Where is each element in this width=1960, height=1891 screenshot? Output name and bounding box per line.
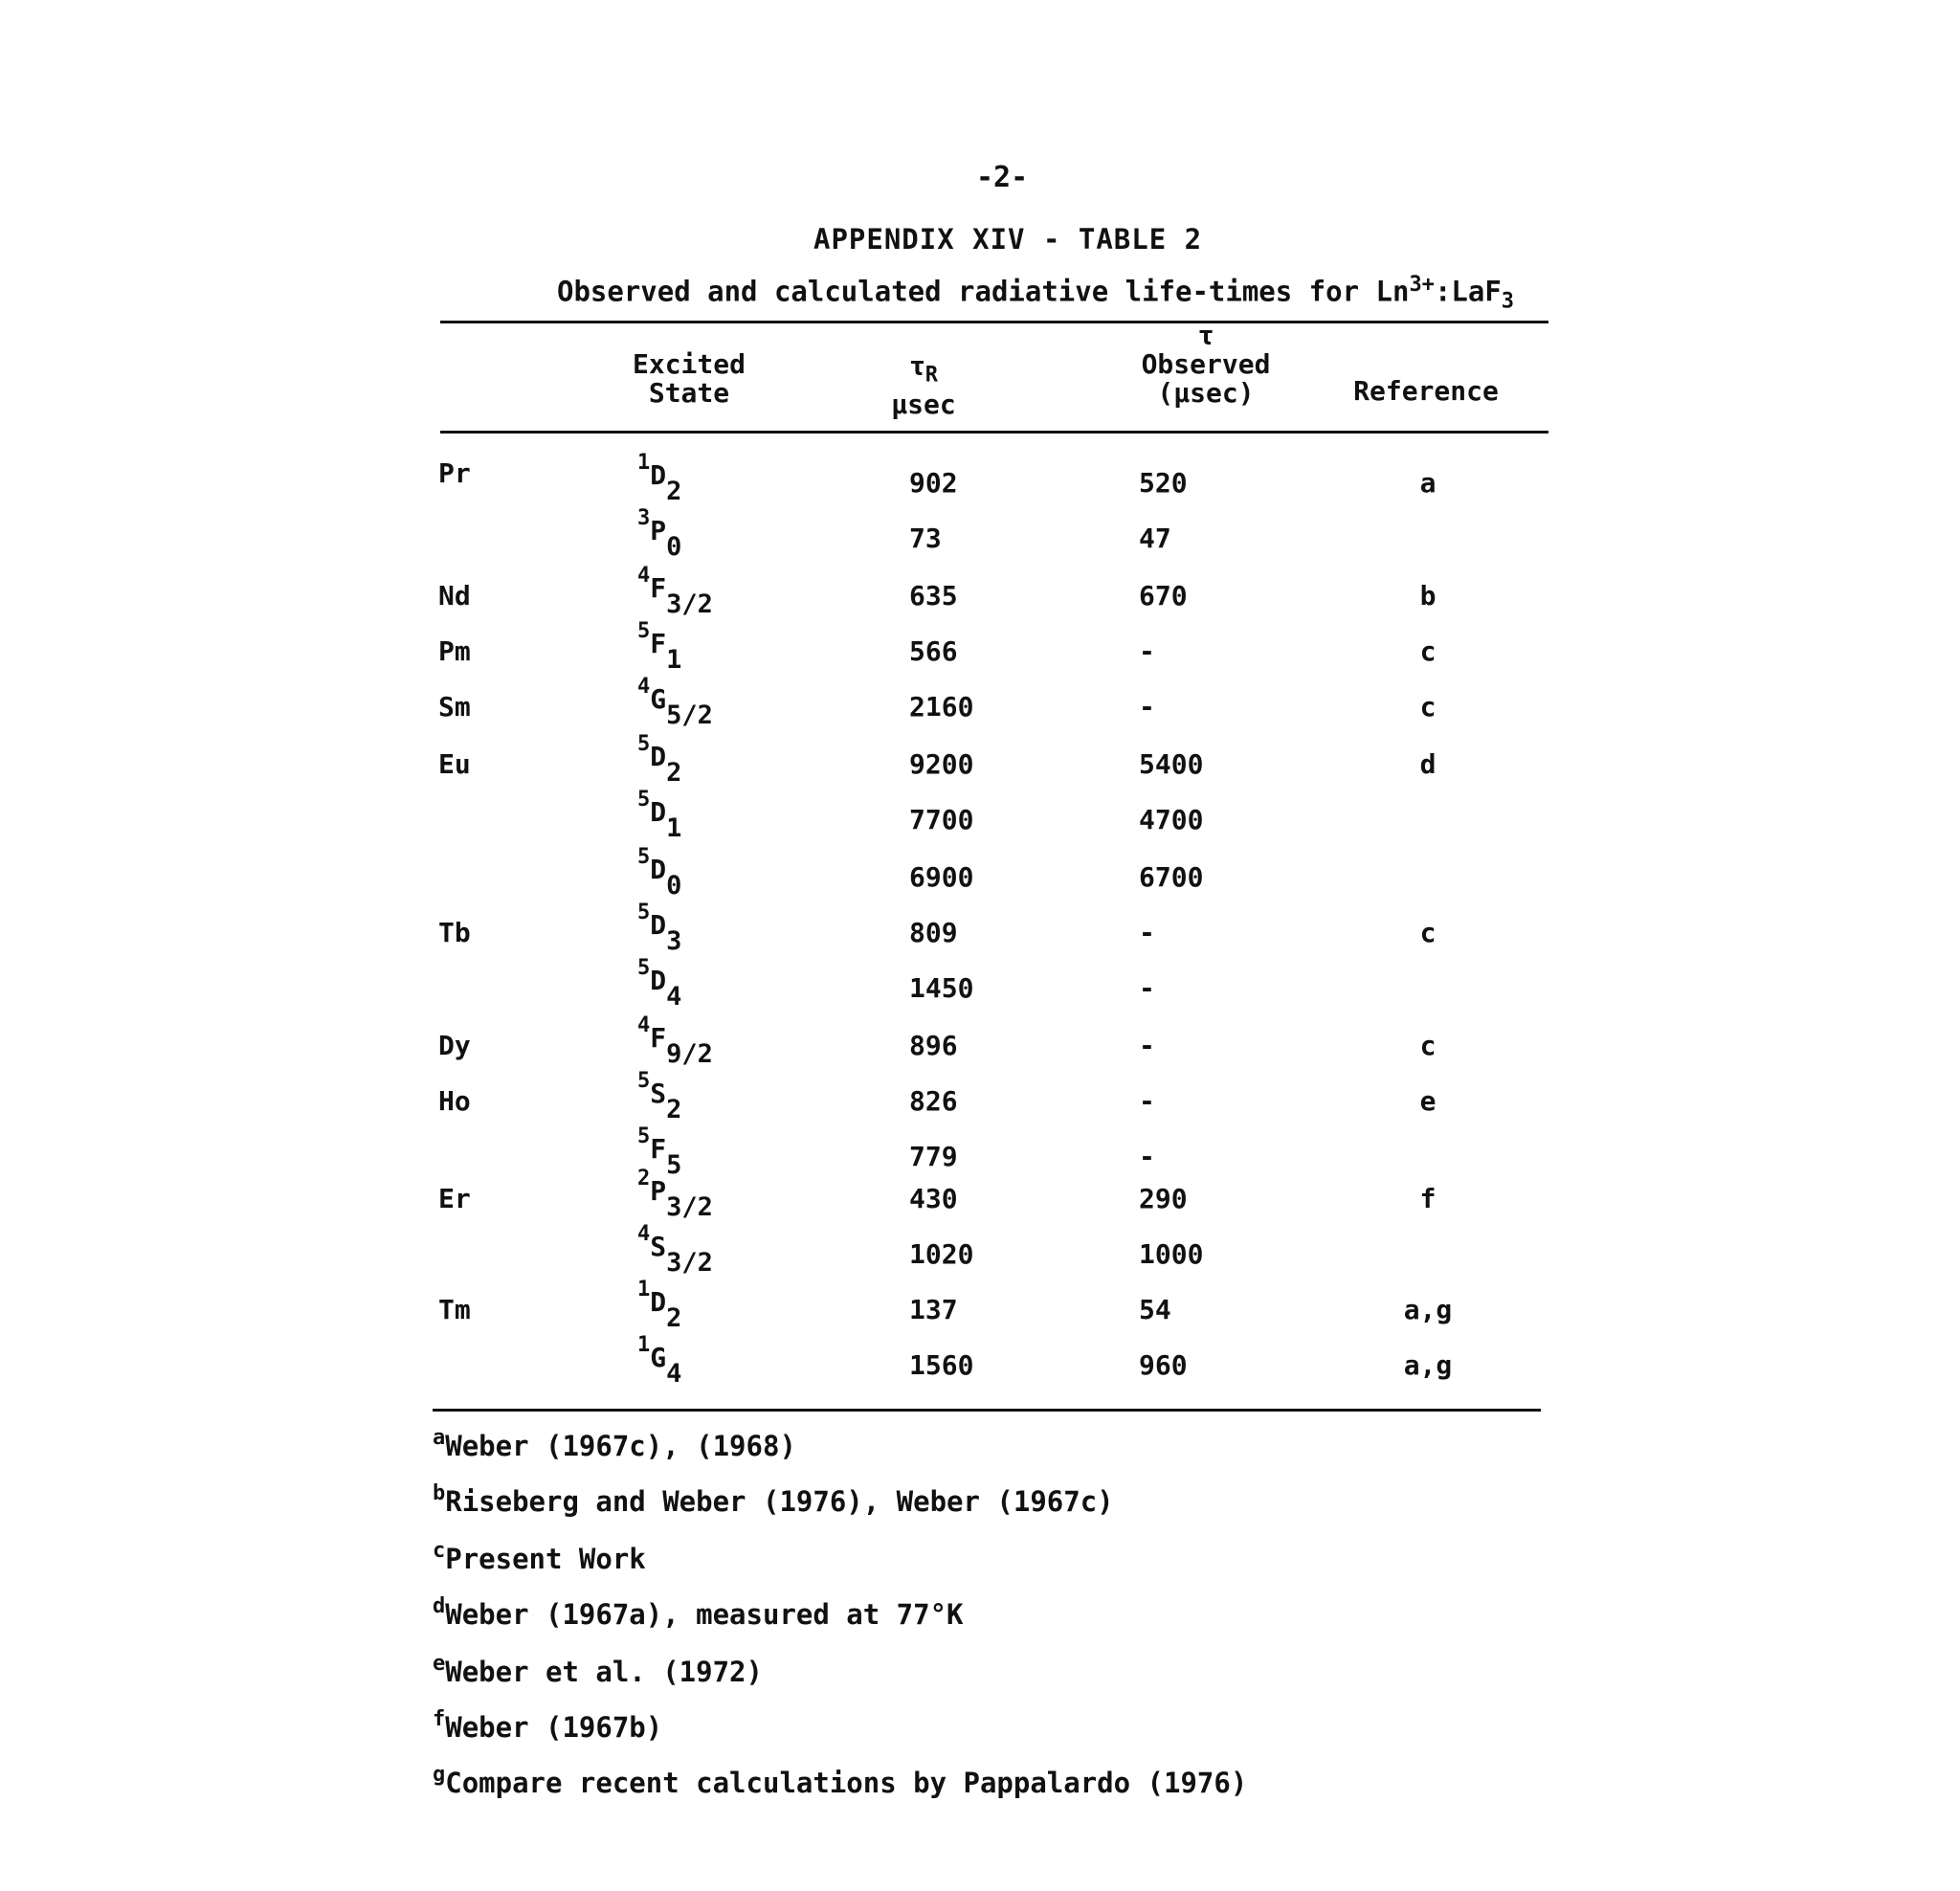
footnote xyxy=(433,1707,663,1744)
footnote-text: Riseberg and Weber (1976), Weber (1967c) xyxy=(445,1485,1114,1518)
state-subscript: 2 xyxy=(666,1303,682,1333)
state-subscript: 3/2 xyxy=(666,1248,713,1278)
row-element: Tb xyxy=(438,917,471,948)
row-tau-r: 430 xyxy=(909,1183,958,1214)
state-term: S xyxy=(650,1231,667,1262)
footnote-mark: d xyxy=(433,1594,446,1618)
state-superscript: 1 xyxy=(637,1278,651,1301)
row-tau-r: 73 xyxy=(909,523,942,554)
row-element: Er xyxy=(438,1183,471,1214)
state-subscript: 0 xyxy=(666,532,682,562)
header-tau-r-symbol xyxy=(876,352,971,390)
state-term: F xyxy=(650,1133,667,1165)
state-term: D xyxy=(650,459,667,491)
row-reference: a,g xyxy=(1403,1349,1453,1381)
header-observed-line2: (μsec) xyxy=(1157,377,1255,409)
row-tau-observed: - xyxy=(1139,972,1155,1004)
row-tau-r: 566 xyxy=(909,635,958,667)
row-tau-observed: 47 xyxy=(1139,523,1171,554)
caption-text: Observed and calculated radiative life-times for Ln xyxy=(557,275,1410,308)
row-reference: f xyxy=(1419,1183,1437,1214)
footnote-text: Weber (1967a), measured at 77°K xyxy=(445,1598,964,1631)
row-tau-r: 896 xyxy=(909,1030,958,1061)
state-subscript: 1 xyxy=(666,645,682,675)
row-excited-state xyxy=(637,1333,682,1389)
state-term: F xyxy=(650,572,667,604)
header-tau-r xyxy=(876,352,971,419)
footnote xyxy=(433,1481,1114,1518)
row-excited-state xyxy=(637,1222,713,1278)
row-tau-observed: 670 xyxy=(1139,580,1188,612)
state-subscript: 9/2 xyxy=(666,1039,713,1069)
bottom-rule xyxy=(433,1409,1541,1412)
tau-r-sub: R xyxy=(924,363,939,388)
row-tau-r: 6900 xyxy=(909,861,974,893)
state-subscript: 5/2 xyxy=(666,701,713,730)
state-subscript: 5 xyxy=(666,1150,682,1180)
row-tau-r: 2160 xyxy=(909,691,974,723)
row-tau-r: 1020 xyxy=(909,1238,974,1270)
state-term: G xyxy=(650,683,667,715)
state-subscript: 3/2 xyxy=(666,1192,713,1222)
row-element: Pr xyxy=(438,457,471,489)
state-superscript: 5 xyxy=(637,1124,651,1148)
header-reference: Reference xyxy=(1353,375,1499,407)
row-tau-r: 137 xyxy=(909,1294,958,1325)
state-subscript: 2 xyxy=(666,477,682,506)
row-reference: a,g xyxy=(1403,1294,1453,1325)
footnote-mark: e xyxy=(433,1652,446,1676)
row-reference: c xyxy=(1419,691,1437,723)
footnote xyxy=(433,1763,1248,1799)
row-tau-observed: - xyxy=(1139,1030,1155,1061)
top-rule xyxy=(440,321,1548,323)
header-rule xyxy=(440,431,1548,434)
row-reference: c xyxy=(1419,635,1437,667)
row-tau-r: 902 xyxy=(909,467,958,499)
appendix-title: APPENDIX XIV - TABLE 2 xyxy=(813,223,1203,256)
state-superscript: 4 xyxy=(637,564,651,588)
state-superscript: 4 xyxy=(637,675,651,699)
state-superscript: 5 xyxy=(637,732,651,756)
header-excited-line2: State xyxy=(648,377,730,409)
row-element: Pm xyxy=(438,635,471,667)
row-excited-state xyxy=(637,788,682,843)
footnote-text: Present Work xyxy=(445,1543,646,1575)
state-subscript: 2 xyxy=(666,1095,682,1124)
row-tau-observed: 4700 xyxy=(1139,804,1204,835)
row-tau-observed: - xyxy=(1139,635,1155,667)
state-superscript: 5 xyxy=(637,956,651,980)
row-reference: d xyxy=(1419,748,1437,780)
footnote-mark: a xyxy=(433,1426,446,1450)
header-tau-obs-symbol: τ xyxy=(1197,320,1214,351)
row-element: Dy xyxy=(438,1030,471,1061)
caption-sub: 3 xyxy=(1501,289,1515,314)
row-reference: e xyxy=(1419,1085,1437,1117)
state-superscript: 4 xyxy=(637,1013,651,1037)
table-caption xyxy=(557,273,1514,313)
state-term: P xyxy=(650,1175,667,1207)
caption-sup: 3+ xyxy=(1409,273,1435,297)
row-tau-r: 7700 xyxy=(909,804,974,835)
row-element: Tm xyxy=(438,1294,471,1325)
footnote-text: Weber (1967c), (1968) xyxy=(445,1430,796,1462)
row-excited-state xyxy=(637,675,713,730)
state-term: S xyxy=(650,1078,667,1109)
state-term: D xyxy=(650,965,667,996)
row-tau-r: 809 xyxy=(909,917,958,948)
row-tau-r: 1450 xyxy=(909,972,974,1004)
row-tau-r: 1560 xyxy=(909,1349,974,1381)
footnote-mark: f xyxy=(433,1707,446,1731)
state-superscript: 3 xyxy=(637,506,651,530)
page-number: -2- xyxy=(976,161,1029,194)
row-tau-observed: 960 xyxy=(1139,1349,1188,1381)
row-excited-state xyxy=(637,732,682,788)
footnote-mark: g xyxy=(433,1763,446,1787)
row-tau-r: 9200 xyxy=(909,748,974,780)
state-term: D xyxy=(650,741,667,772)
row-tau-r: 635 xyxy=(909,580,958,612)
row-element: Eu xyxy=(438,748,471,780)
row-tau-observed: 6700 xyxy=(1139,861,1204,893)
state-superscript: 1 xyxy=(637,1333,651,1357)
footnote xyxy=(433,1539,646,1575)
row-tau-observed: - xyxy=(1139,1141,1155,1172)
row-tau-observed: 520 xyxy=(1139,467,1188,499)
footnote-text: Compare recent calculations by Pappalardo (1976) xyxy=(445,1767,1248,1799)
header-observed-line1: Observed xyxy=(1141,348,1271,380)
row-excited-state xyxy=(637,451,682,506)
caption-tail: :LaF xyxy=(1434,275,1502,308)
row-element: Ho xyxy=(438,1085,471,1117)
state-superscript: 5 xyxy=(637,1069,651,1093)
footnote-text: Weber (1967b) xyxy=(445,1711,663,1744)
footnote xyxy=(433,1426,796,1462)
state-subscript: 4 xyxy=(666,982,682,1012)
row-tau-observed: 1000 xyxy=(1139,1238,1204,1270)
footnote-mark: c xyxy=(433,1539,446,1563)
state-term: F xyxy=(650,1022,667,1054)
footnote xyxy=(433,1594,964,1631)
row-excited-state xyxy=(637,1278,682,1333)
row-excited-state xyxy=(637,956,682,1012)
row-excited-state xyxy=(637,901,682,956)
state-subscript: 3 xyxy=(666,926,682,956)
row-tau-observed: 54 xyxy=(1139,1294,1171,1325)
state-superscript: 5 xyxy=(637,788,651,812)
state-term: D xyxy=(650,796,667,828)
state-subscript: 0 xyxy=(666,871,682,901)
row-excited-state xyxy=(637,619,682,675)
row-tau-observed: - xyxy=(1139,917,1155,948)
footnote-text: Weber et al. (1972) xyxy=(445,1656,763,1688)
row-tau-observed: 5400 xyxy=(1139,748,1204,780)
state-term: P xyxy=(650,515,667,546)
state-superscript: 4 xyxy=(637,1222,651,1246)
row-excited-state xyxy=(637,1069,682,1124)
row-reference: c xyxy=(1419,917,1437,948)
state-subscript: 1 xyxy=(666,813,682,843)
state-term: D xyxy=(650,909,667,941)
state-term: F xyxy=(650,628,667,659)
row-tau-observed: - xyxy=(1139,1085,1155,1117)
row-excited-state xyxy=(637,845,682,901)
row-tau-observed: 290 xyxy=(1139,1183,1188,1214)
row-excited-state xyxy=(637,1124,682,1180)
state-subscript: 4 xyxy=(666,1359,682,1389)
state-term: D xyxy=(650,1286,667,1318)
state-superscript: 5 xyxy=(637,619,651,643)
tau-r-symbol: τ xyxy=(908,350,925,382)
header-observed xyxy=(1129,322,1282,408)
header-tau-r-unit: μsec xyxy=(891,388,956,420)
state-term: D xyxy=(650,854,667,885)
state-subscript: 3/2 xyxy=(666,590,713,619)
row-tau-r: 779 xyxy=(909,1141,958,1172)
row-excited-state xyxy=(637,1167,713,1222)
state-term: G xyxy=(650,1342,667,1373)
row-reference: a xyxy=(1419,467,1437,499)
row-excited-state xyxy=(637,1013,713,1069)
header-excited-state xyxy=(612,350,766,408)
state-subscript: 2 xyxy=(666,758,682,788)
header-excited-line1: Excited xyxy=(632,348,746,380)
footnote-mark: b xyxy=(433,1481,446,1505)
row-reference: b xyxy=(1419,580,1437,612)
row-element: Nd xyxy=(438,580,471,612)
row-tau-observed: - xyxy=(1139,691,1155,723)
row-excited-state xyxy=(637,564,713,619)
state-superscript: 5 xyxy=(637,845,651,869)
row-excited-state xyxy=(637,506,682,562)
row-element: Sm xyxy=(438,691,471,723)
row-reference: c xyxy=(1419,1030,1437,1061)
footnote xyxy=(433,1652,763,1688)
state-superscript: 2 xyxy=(637,1167,651,1190)
state-superscript: 1 xyxy=(637,451,651,475)
state-superscript: 5 xyxy=(637,901,651,924)
row-tau-r: 826 xyxy=(909,1085,958,1117)
